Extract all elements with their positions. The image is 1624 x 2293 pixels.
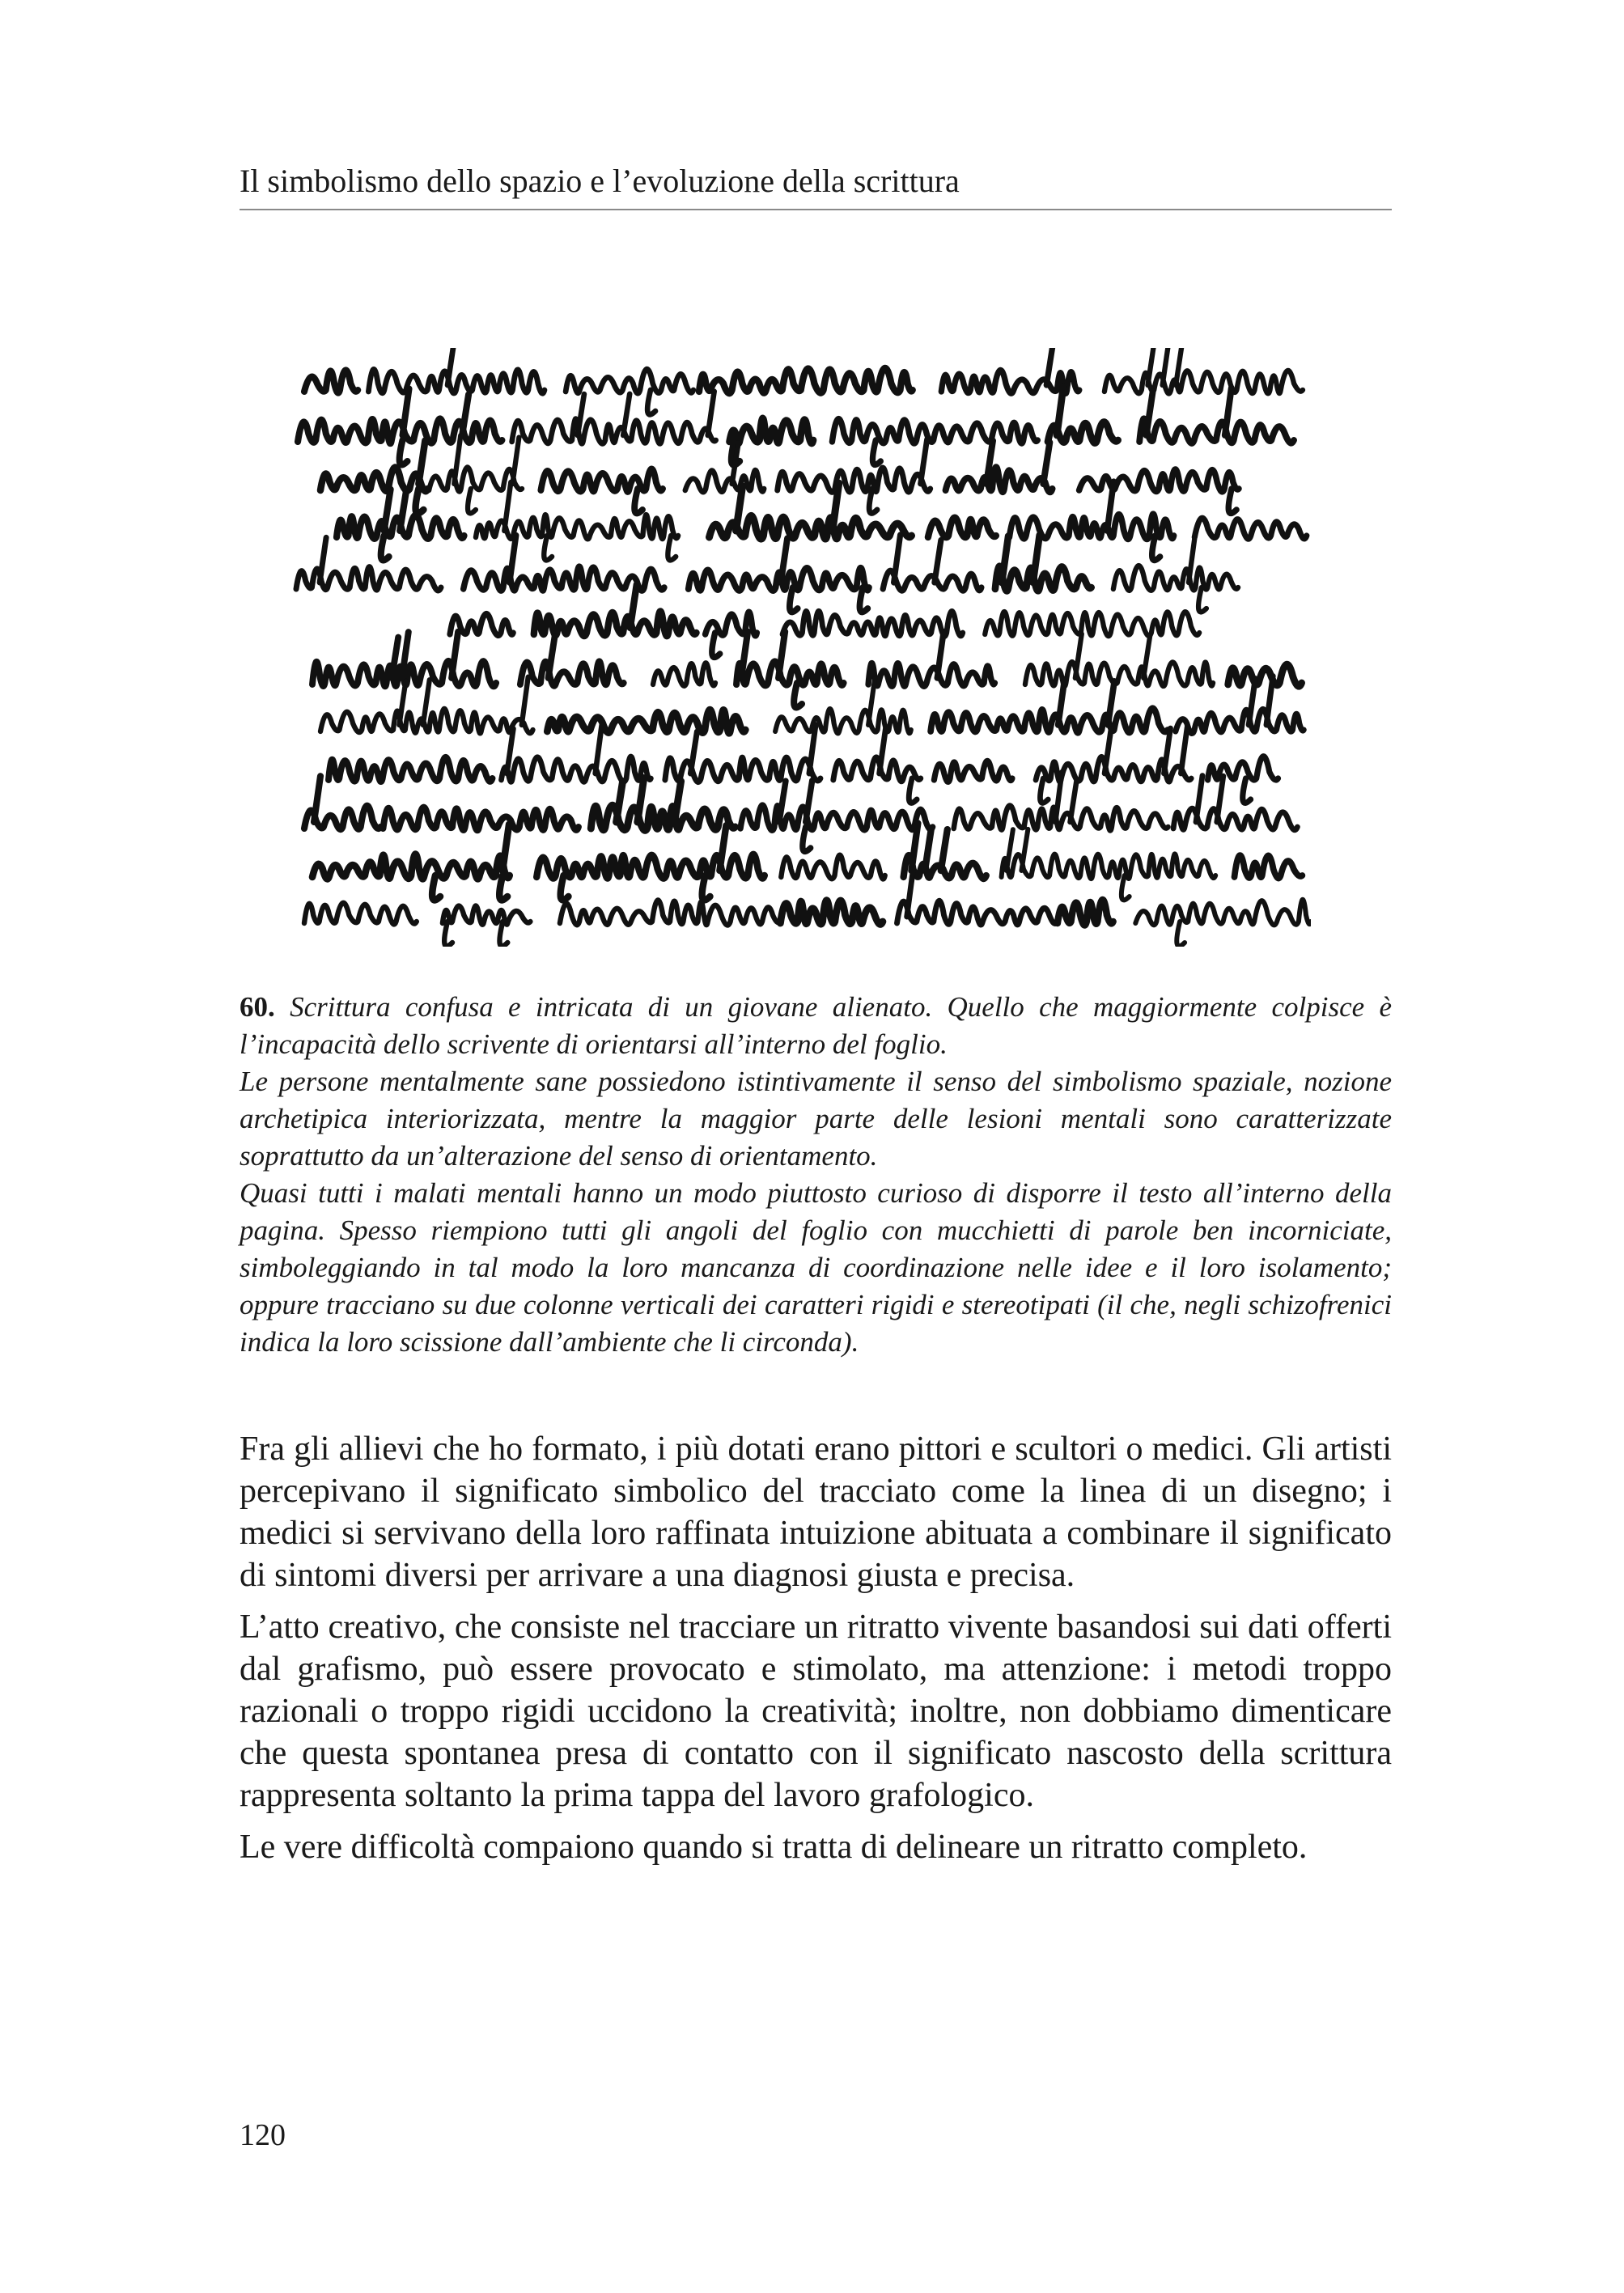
handwritten-word (740, 781, 933, 852)
handwritten-word (320, 441, 428, 514)
handwritten-word (443, 906, 531, 947)
handwritten-word (383, 807, 579, 831)
handwritten-word (304, 776, 380, 829)
handwritten-word (560, 901, 780, 926)
handwritten-word (1194, 518, 1307, 539)
handwritten-word (1058, 900, 1113, 925)
handwritten-word (689, 538, 869, 612)
handwritten-word (368, 348, 545, 393)
handwritten-word (476, 482, 678, 560)
caption-paragraph (240, 989, 1392, 1063)
handwritten-word (1139, 388, 1294, 443)
handwritten-word (298, 389, 502, 465)
handwritten-word (941, 348, 1079, 393)
handwriting-scribble-image (288, 348, 1311, 947)
handwritten-word (730, 418, 814, 464)
handwritten-word (541, 469, 663, 514)
caption-paragraph: Quasi tutti i malati mentali hanno un modo piuttosto curioso di disporre il testo all’interno della pagina. Spesso riempiono tutti gli angoli del foglio con mucchietti di parole ben incorniciate, simboleggiando in tal modo la loro mancanza di coordinazione nelle idee e il loro isolamento; oppure tracciano su due colonne verticali dei caratteri rigidi e stereotipati (il che, negli schizofrenici indica la loro scissione dall’ambiente che li circonda). (240, 1177, 1392, 1358)
handwritten-word (1228, 664, 1302, 686)
handwritten-word (985, 612, 1199, 636)
page-number: 120 (240, 2118, 286, 2152)
handwritten-word (1048, 387, 1118, 443)
handwritten-word (781, 855, 884, 879)
handwritten-word (883, 535, 982, 591)
handwritten-word (868, 632, 994, 687)
figure-caption (240, 989, 1392, 1361)
handwritten-word (337, 490, 464, 561)
handwritten-word (1235, 855, 1303, 878)
body-paragraph: L’atto creativo, che consiste nel tracciare un ritratto vivente basandosi sui dati offerti dal grafismo, può essere provocato e stimolato, ma attenzione: i metodi troppo razionali o troppo rigidi uccidono la creatività; inoltre, non dobbiamo dimenticare che questa spontanea presa di contatto con il significato nascosto della scrittura rappresenta soltanto la prima tappa del lavoro grafologico. (240, 1608, 1392, 1814)
handwritten-word (520, 636, 624, 686)
handwritten-word (1025, 634, 1213, 687)
handwritten-word (946, 441, 1053, 493)
handwritten-word (832, 419, 1037, 465)
handwritten-word (954, 772, 1168, 830)
caption-paragraph: Le persone mentalmente sane possiedono istintivamente il senso del simbolismo spaziale, nozione archetipica interiorizzata, mentre la maggior parte delle lesioni mentali sono caratterizzate soprattutto da un’alterazione del senso di orientamento. (240, 1066, 1392, 1172)
figure-number: 60. (240, 991, 275, 1023)
handwritten-word (833, 727, 921, 803)
handwritten-word (312, 632, 496, 687)
handwritten-word (736, 632, 843, 708)
handwritten-word (778, 439, 931, 513)
body-text (240, 1428, 1392, 1878)
handwritten-word (1135, 900, 1311, 947)
handwritten-word (1173, 776, 1297, 830)
handwritten-word (685, 443, 764, 492)
handwritten-word (591, 778, 735, 831)
handwritten-word (304, 371, 358, 393)
handwritten-word (653, 663, 715, 686)
handwritten-word (296, 537, 441, 590)
running-head: Il simbolismo dello spazio e l’evoluzione della scrittura (240, 163, 960, 199)
handwritten-word (934, 761, 1012, 782)
handwritten-word (534, 585, 697, 637)
handwritten-word (780, 901, 883, 925)
handwritten-word (1002, 829, 1216, 901)
handwritten-word (782, 611, 963, 636)
handwritten-word (1105, 348, 1303, 394)
body-paragraph: Le vere difficoltà compaiono quando si tratta di delineare un ritratto completo. (240, 1829, 1308, 1866)
handwritten-word (1079, 469, 1239, 513)
handwritten-word (699, 368, 913, 393)
caption-text: Scrittura confusa e intricata di un giovane alienato. Quello che maggiormente colpisce è l’incapacità dello scrivente di orientarsi all’interno del foglio. (240, 991, 1393, 1060)
handwritten-word (512, 392, 716, 444)
handwritten-word (329, 757, 493, 782)
header-rule (240, 209, 1392, 210)
handwritten-word (547, 710, 745, 733)
handwritten-word (304, 903, 417, 924)
handwriting-specimen-figure (288, 348, 1311, 947)
handwritten-word (1009, 481, 1173, 560)
handwritten-word (312, 824, 510, 901)
handwritten-word (928, 518, 996, 538)
body-paragraph: Fra gli allievi che ho formato, i più dotati erano pittori e scultori o medici. Gli artisti percepivano il significato simbolico del tracciato come la linea di un disegno; i medici si servivano della loro raffinata intuizione abituata a combinare il significato di sintomi diversi per arrivare a una diagnosi giusta e precisa. (240, 1430, 1392, 1594)
handwritten-word (995, 535, 1092, 591)
handwritten-word (1113, 535, 1238, 612)
handwritten-word (904, 824, 986, 879)
handwritten-word (536, 825, 765, 900)
